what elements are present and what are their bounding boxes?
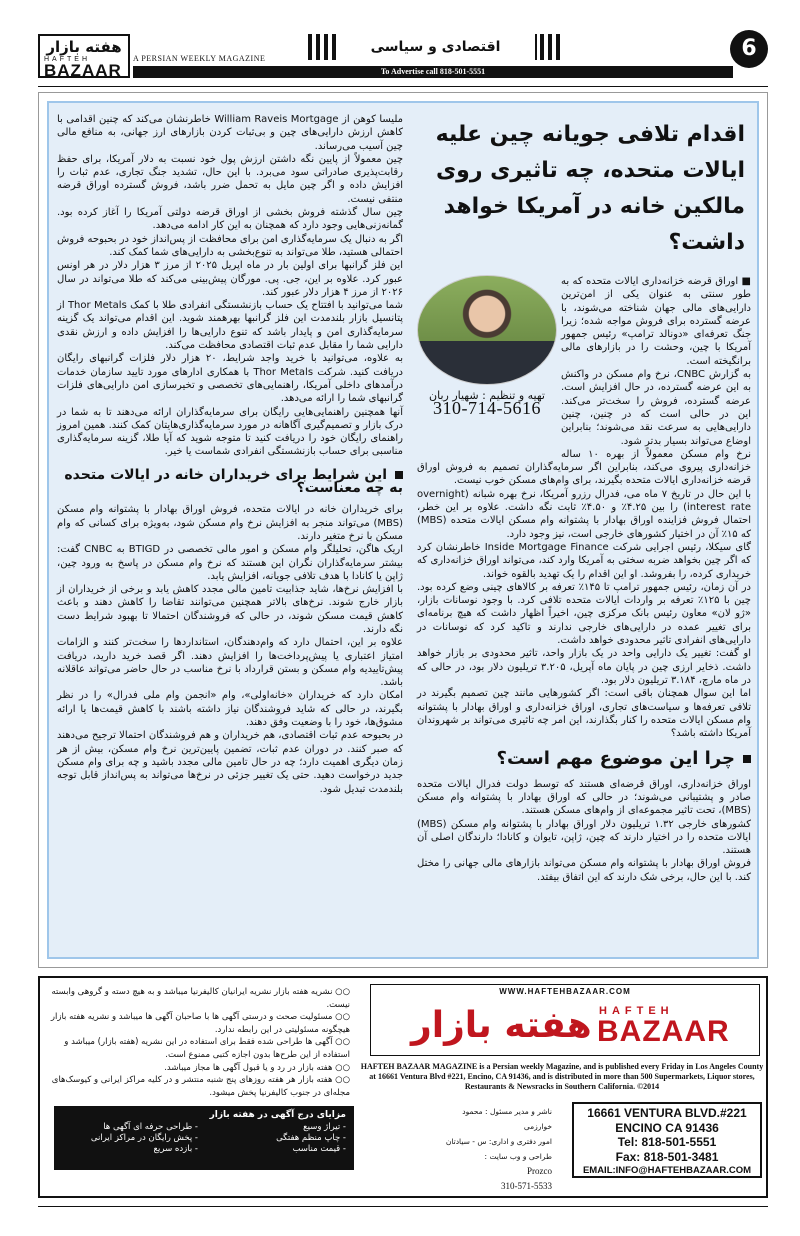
paragraph: فروش اوراق بهادار با پشتوانه وام مسکن می‌تواند بازارهای مالی جهانی را مختل کند. با این حال، برخی شک دارند که این اتفاق بیفتد. xyxy=(417,858,751,883)
magazine-logo-persian: هفته بازار xyxy=(411,1005,592,1046)
author-box xyxy=(417,275,557,451)
section-banner xyxy=(308,34,563,60)
notice-item: ○○ مسئولیت صحت و درستی آگهی ها با صاحبان آگهی ها میباشد و نشریه هفته بازار هیچگونه مسئولیتی در این رابطه ندارد. xyxy=(50,1012,350,1035)
paragraph: با این حال در تاریخ ۷ ماه می، فدرال رزرو آمریکا، نرخ بهره شبانه (overnight interest rate) را بین ۴.۲۵٪ و ۴.۵۰٪ ثابت نگه داشت. علاوه بر این خطر، احتمال فروش فزاینده اوراق بهادار با پشتوانه وام مسکن ایالات متحده (MBS) که ۱۵٪ آن در اختیار کشورهای خارجی است، نیز وجود دارد. xyxy=(417,488,752,540)
benefit-item: - قیمت مناسب xyxy=(292,1144,346,1154)
paragraph: این فلز گرانبها برای اولین بار در ماه اپریل ۲۰۲۵ از مرز ۳ هزار دلار در هر اونس عبور کرد. علاوه بر این، جی. پی. مورگان پیش‌بینی می‌کند که طلا می‌تواند در سال ۲۰۲۶ از مرز ۴ هزار دلار عبور کند. xyxy=(57,260,403,298)
notice-item: ○○ هفته بازار هر هفته روزهای پنج شنبه منتشر و در کلیه مراکز ایرانی و کیوسک‌های مجله‌ای در جنوب کالیفرنیا پخش میشود. xyxy=(51,1075,350,1098)
subhead-why-text: چرا این موضوع مهم است؟ xyxy=(496,748,735,770)
paragraph: ملیسا کوهن از William Raveis Mortgage خاطرنشان می‌کند که چنین اقدامی با کاهش ارزش دارایی‌های چین و بی‌ثبات کردن بازارهای ارز جهانی، به منافع مالی چین آسیب می‌رساند. xyxy=(57,114,403,152)
email-address[interactable]: EMAIL:INFO@HAFTEHBAZAAR.COM xyxy=(582,1165,752,1176)
paragraph: کشورهای خارجی ۱.۳۲ تریلیون دلار اوراق بهادار با پشتوانه وام مسکن (MBS) ایالات متحده را در اختیار دارند که چین، ژاپن، تایوان و کانادا؛ دارندگان اصلی آن هستند. xyxy=(417,818,751,857)
benefit-item: - پخش رایگان در مراکز ایرانی xyxy=(90,1133,198,1143)
paragraph: نرخ وام مسکن معمولاً از بهره ۱۰ ساله خزانه‌داری پیروی می‌کند، بنابراین اگر سرمایه‌گذاران تصمیم به فروش اوراق قرضه خزانه‌داری ایالات متحده بگیرند، برای وام‌های مسکن خوب نیست. xyxy=(417,448,751,487)
magazine-logo-bazaar: BAZAAR xyxy=(597,1015,730,1048)
paragraph: به علاوه، می‌توانید با خرید واجد شرایط، ۲۰ هزار دلار فلزات گرانبهای رایگان دریافت کنید. شرکت Thor Metals با همکاری ادارهای مورد تایید سازمان خدمات درآمدهای داخلی آمریکا، راهنمایی‌های تخصصی و تخیرسازی امن دارایی‌های فلزات گرانبهای شما را ارائه می‌دهد. xyxy=(57,353,404,405)
benefits-title: مزایای درج آگهی در هفته بازار xyxy=(209,1110,346,1120)
masthead-logo xyxy=(38,34,130,78)
subhead-buyers xyxy=(57,466,403,497)
byline-phone: 310-714-5616 xyxy=(433,398,541,419)
paragraph: ■ اوراق قرضه خزانه‌داری ایالات متحده که به طور سنتی به عنوان یکی از امن‌ترین دارایی‌های مالی جهان شناخته می‌شوند، با عرضه گسترده برای فروش مواجه شده؛ زیرا جنگ تعرفه‌ای «دونالد ترامپ» رئیس جمهور آمریکا با چین، وحشت را در بازارهای مالی برانگیخته است. xyxy=(561,276,751,367)
benefit-item: - تیراژ وسیع xyxy=(303,1122,346,1132)
paragraph: امکان دارد که خریداران «خانه‌اولی»، وام «انجمن وام ملی فدرال» را در نظر بگیرند، در حالی که شاید فروشندگان نیاز داشته باشند با کاهش قیمت‌ها یا ارائه مشوق‌ها، خود را با وضعیت وفق دهند. xyxy=(57,690,403,729)
paragraph: اریک هاگن، تحلیلگر وام مسکن و امور مالی تخصصی در BTIGD به CNBC گفت: بیشتر سرمایه‌گذاران نگران این هستند که نرخ وام مسکن در پاسخ به ورود چین، ژاپن یا کانادا با هدف تلافی جویانه، افزایش یابد. xyxy=(57,544,403,582)
notice-item: ○○ هفته بازار در رد و یا قبول آگهی ها مجاز میباشد. xyxy=(164,1062,350,1073)
paragraph: اما این سوال همچنان باقی است: اگر کشورهایی مانند چین تصمیم بگیرند در تلافی تعرفه‌ها و سیاست‌های تجاری، اوراق خزانه‌داری و اوراق بهادار با پشتوانه وام مسکن ایالات متحده را کنار بگذارند، این امر چه تاثیری می‌تواند بر شهروندان آمریکا داشته باشد؟ xyxy=(417,688,751,740)
benefit-item: - چاپ منظم هفتگی xyxy=(276,1133,346,1143)
benefit-item: - بازده سریع xyxy=(153,1144,198,1154)
staff-line: طراحی و وب سایت : xyxy=(484,1152,552,1161)
paragraph: علاوه بر این، احتمال دارد که وام‌دهندگان، استانداردها را سخت‌تر کنند و الزامات امتیاز اعتباری یا پیش‌پرداخت‌ها را افزایش دهند. اگر قصد خرید دارید، دریافت پیش‌تاییدیه وام مسکن و بستن قرارداد با نرخ مناسب در حال حاضر می‌تواند عاقلانه باشد. xyxy=(57,637,403,689)
article-left-column xyxy=(57,113,403,796)
paragraph: چین سال گذشته فروش بخشی از اوراق قرضه دولتی آمریکا را آغاز کرده بود. گمانه‌زنی‌هایی وجود دارد که همچنان به این کار ادامه می‌دهد. xyxy=(57,207,403,232)
paragraph: شما می‌توانید با افتتاح یک حساب بازنشستگی انفرادی طلا با کمک Thor Metals از پتانسیل بازار بلندمدت این فلز گرانبها بهرهمند شوید. این اقدام می‌تواند یک گزینه سرمایه‌گذاری امن و پایدار باشد که تنوع دارایی‌ها را افزایش داده و ارزش نقدی دارایی شما را مقابل عدم ثبات اقتصادی محافظت می‌کند. xyxy=(57,300,404,352)
bullet-square-icon xyxy=(743,755,751,763)
advertise-strip: To Advertise call 818-501-5551 xyxy=(133,66,733,78)
paragraph: او گفت: تغییر یک دارایی واحد در یک بازار واحد، تاثیر محدودی بر بازار خواهد داشت. ذخایر ارزی چین در پایان ماه آپریل، ۳.۲۰۵ تریلیون دلار بود، در حالی که در ماه مارچ، ۳.۱۸۴ تریلیون دلار بود. xyxy=(417,648,752,686)
logo-small-text: HAFTEH xyxy=(44,56,90,63)
paragraph: آنها همچنین راهنمایی‌هایی رایگان برای سرمایه‌گذاران ارائه می‌دهند تا به شما در درک بازار و تصمیم‌گیری آگاهانه در مورد سرمایه‌گذاری‌هایتان کمک کنند. همین امروز راهنمای رایگان خود را دریافت کنید تا متوجه شوید که آیا طلا، گزینه سرمایه‌گذاری مناسبی برای حساب بازنشستگی انفرادی شماست یا خیر. xyxy=(57,406,403,458)
staff-line: امور دفتری و اداری: س - سیادتان xyxy=(445,1137,552,1146)
article-headline: اقدام تلافی جویانه چین علیه ایالات متحده، چه تاثیری روی مالکین خانه در آمریکا خواهد داشت؟ xyxy=(435,122,745,255)
paragraph: در بحبوحه عدم ثبات اقتصادی، هم خریداران و هم فروشندگان احتمالا ترجیح می‌دهند که صبر کنند. در دوران عدم ثبات، تضمین پایین‌ترین نرخ وام مسکن، بیش از هر زمان دیگری اهمیت دارد؛ چه در حال تامین مالی مجدد باشید و چه برای وام مسکن جدید درخواست دهید. حتی یک تغییر جزئی در نرخ‌ها می‌تواند به پس‌انداز قابل توجه بلندمدت تبدیل شود. xyxy=(57,730,403,795)
staff-credits xyxy=(440,1104,552,1194)
website-url[interactable]: WWW.HAFTEHBAZAAR.COM xyxy=(499,987,631,996)
author-photo xyxy=(417,275,557,385)
bullet-square-icon xyxy=(395,471,403,479)
article-frame xyxy=(38,92,768,968)
fax-number: Fax: 818-501-3481 xyxy=(615,1149,719,1164)
page-header xyxy=(38,28,768,84)
paragraph: برای خریداران خانه در ایالات متحده، فروش اوراق بهادار با پشتوانه وام مسکن (MBS) می‌تواند منجر به افزایش نرخ وام مسکن شود، به‌ویژه برای کسانی که وام مسکن با نرخ متغیر دارند. xyxy=(57,504,403,542)
page-number: 6 xyxy=(730,30,768,68)
staff-designer: Prozco xyxy=(527,1166,552,1176)
logo-persian: هفته بازار xyxy=(46,38,122,56)
byline: تهیه و تنظیم : شهیار ربان xyxy=(429,389,545,402)
address-line-1: 16661 VENTURA BLVD.#221 xyxy=(587,1106,747,1120)
logo-english: BAZAAR xyxy=(44,61,122,80)
subhead-why xyxy=(417,748,751,770)
magazine-logo-hafteh: HAFTEH xyxy=(599,1005,674,1017)
ad-benefits-box xyxy=(54,1106,354,1170)
staff-phone: 310-571-5533 xyxy=(501,1181,552,1191)
staff-line: ناشر و مدیر مسئول : محمود خوارزمی xyxy=(462,1107,552,1131)
benefits-list xyxy=(62,1122,346,1154)
section-title: اقتصادی و سیاسی xyxy=(334,34,537,60)
address-line-2: ENCINO CA 91436 xyxy=(615,1120,719,1135)
notice-item: ○○ نشریه هفته بازار نشریه ایرانیان کالیفرنیا میباشد و به هیچ دسته و گروهی وابسته نیست. xyxy=(51,987,350,1010)
paragraph: گای سیکلا، رئیس اجرایی شرکت Inside Mortgage Finance خاطرنشان کرد که اگر چین بخواهد ضربه سختی به آمریکا وارد کند، می‌تواند اوراق خزانه‌داری که خریداری کرده، را بفروشد. او این اقدام را یک تهدید بالقوه خواند. xyxy=(417,541,751,580)
notice-item: ○○ آگهی ها طراحی شده فقط برای استفاده در این نشریه (هفته بازار) میباشد و استفاده از این طرح‌ها بدون اجازه کتبی ممنوع است. xyxy=(64,1037,350,1060)
divider xyxy=(38,86,768,87)
article-background xyxy=(47,101,759,959)
footer-notices xyxy=(50,986,350,1099)
paragraph: چین معمولاً از پایین نگه داشتن ارزش پول خود نسبت به دلار آمریکا، برای حفظ رقابت‌پذیری صادراتی سود می‌برد. با این حال، تشدید جنگ تجاری، عدم ثبات را افزایش داده و اگر چین مایل به تحمل ضرر باشد، فروش گسترده اوراق قرضه منتفی نیست. xyxy=(57,153,403,205)
paragraph: در آن زمان، رئیس جمهور ترامپ تا ۱۴۵٪ تعرفه بر کالاهای چینی وضع کرده بود. چین با ۱۲۵٪ تعرفه بر واردات ایالات متحده تلافی کرد. با وجود نوسانات بازار، «ژو لان» معاون رئیس بانک مرکزی چین، اخیراً اظهار داشت که هیچ برنامه‌ای برای تغییر عمده در دارایی‌های خارجی ندارند و تاکید کرد که نوسانات در دارایی‌های انفرادی تاثیر محدودی خواهد داشت. xyxy=(417,581,751,647)
paragraph: به گزارش CNBC، نرخ وام مسکن در واکنش به این عرضه گسترده، در حال افزایش است. عرضه گسترده، فروش را سخت‌تر می‌کند. این در حالی است که در چنین، چنین دارایی‌هایی به سرعت نقد می‌شوند؛ بنابراین اوضاع می‌تواند بسیار بدتر شود. xyxy=(561,369,751,447)
subhead-buyers-text: این شرایط برای خریداران خانه در ایالات متحده به چه معناست؟ xyxy=(64,466,403,497)
article-right-column xyxy=(417,113,751,884)
paragraph: با افزایش نرخ‌ها، شاید جذابیت تامین مالی مجدد کاهش یابد و برخی از خریداران از بازار خارج شوند. نرخ‌های بالاتر همچنین می‌توانند تقاضا را کاهش دهند و باعث کاهش قیمت مسکن شوند، در حالی که فروشندگان احتمالا تا بهبود شرایط دست نگه دارند. xyxy=(57,584,403,635)
divider xyxy=(38,1206,768,1207)
magazine-logo xyxy=(411,1001,731,1051)
paragraph: اوراق خزانه‌داری، اوراق قرضه‌ای هستند که توسط دولت فدرال ایالات متحده صادر و پشتیبانی می‌شوند؛ در حالی که اوراق بهادار با پشتوانه وام مسکن (MBS)، تحت تاثیر مجموعه‌ای از وام‌های مسکن هستند. xyxy=(417,778,751,817)
magazine-description: HAFTEH BAZAAR MAGAZINE is a Persian weekly Magazine, and is published every Friday in Los Angeles County at 16661 Ventura Blvd #221, Encino, CA 91436, and is distributed in more than 500 Supermarkets, Liquor stores, Restaurants & Newsracks in Southern California. ©2014 xyxy=(360,1062,764,1091)
contact-box xyxy=(572,1102,762,1178)
benefit-item: - طراحی حرفه ای آگهی ها xyxy=(103,1122,198,1132)
paragraph: اگر به دنبال یک سرمایه‌گذاری امن برای محافظت از پس‌انداز خود در بحبوحه فروش احتمالی هستید، طلا می‌تواند به تنوع‌بخشی به دارایی‌های شما کمک کند. xyxy=(57,233,403,258)
tagline: A PERSIAN WEEKLY MAGAZINE xyxy=(133,54,266,63)
footer-block xyxy=(38,976,768,1198)
magazine-logo-box xyxy=(370,984,760,1056)
phone-number[interactable]: Tel: 818-501-5551 xyxy=(617,1135,717,1149)
